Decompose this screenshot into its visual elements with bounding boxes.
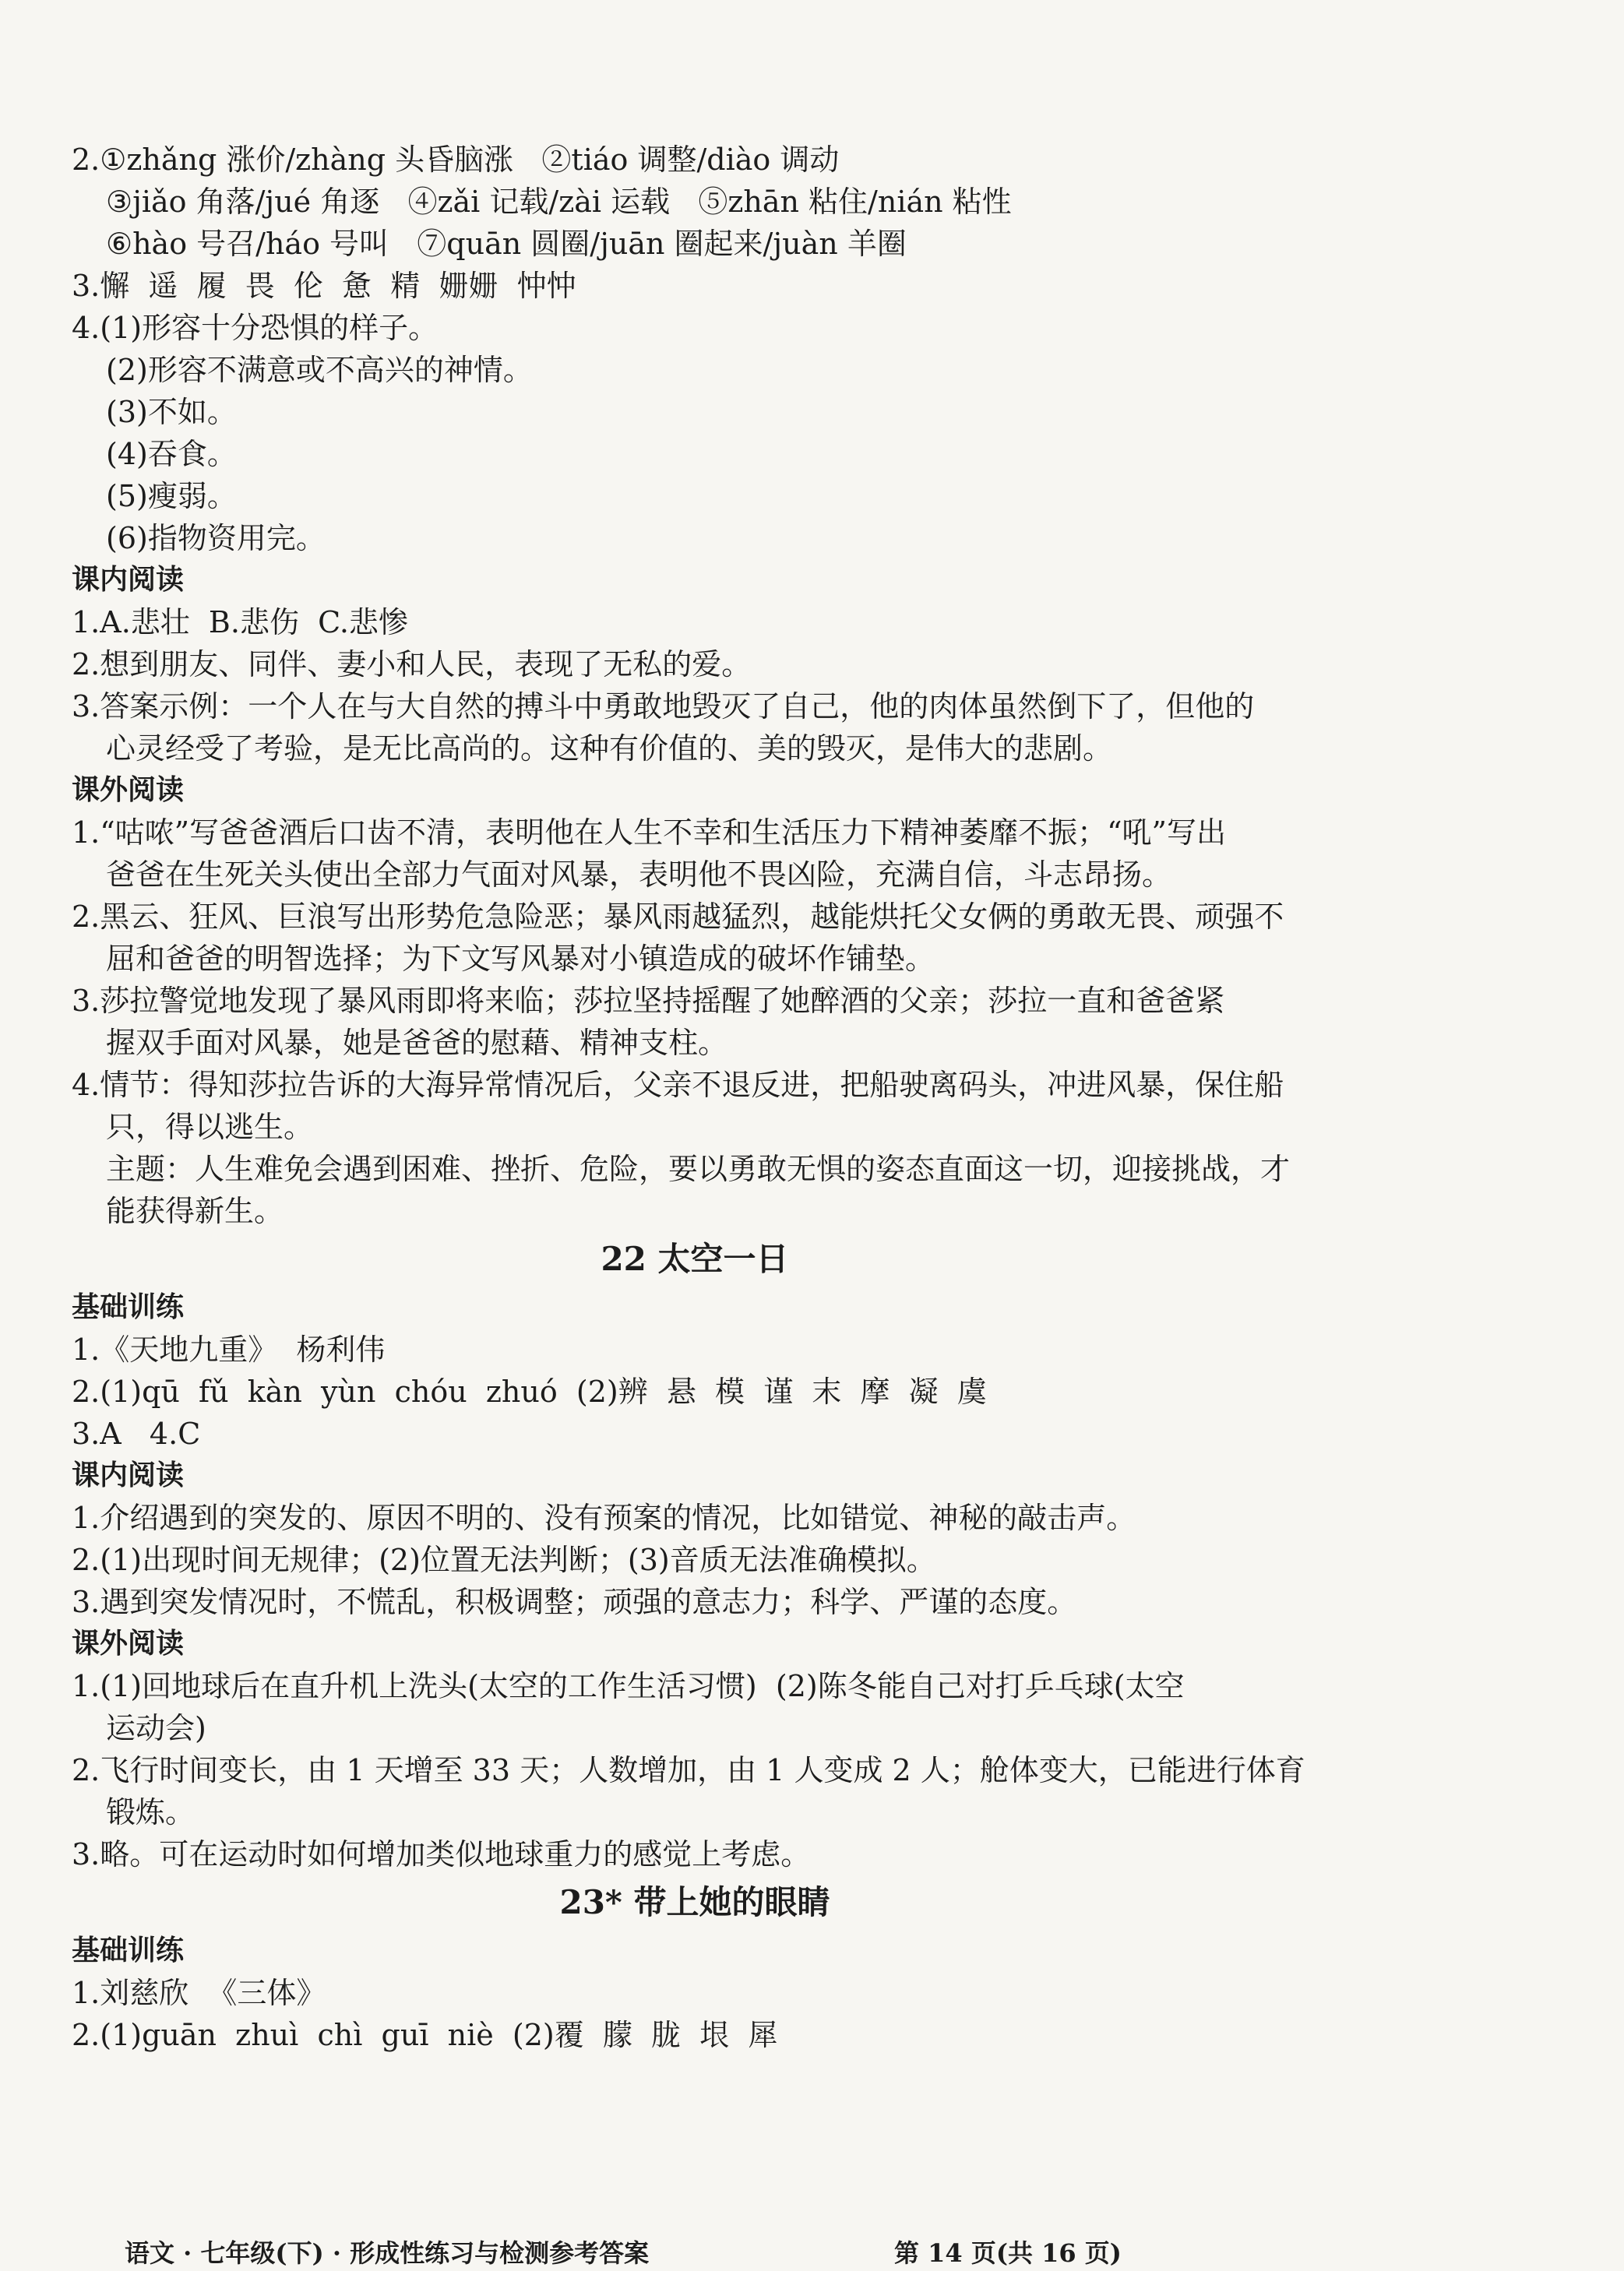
answer-line: (6)指物资用完。 — [106, 521, 326, 555]
answer-line: 2.黑云、狂风、巨浪写出形势危急险恶；暴风雨越猛烈，越能烘托父女俩的勇敢无畏、顽强不 — [72, 900, 1284, 934]
section-heading: 课外阅读 — [72, 1628, 185, 1660]
answer-line: 运动会) — [106, 1711, 206, 1745]
answer-line: ⑥hào 号召/háo 号叫 ⑦quān 圆圈/juān 圈起来/juàn 羊圈 — [106, 227, 907, 261]
answer-line: 3.略。可在运动时如何增加类似地球重力的感觉上考虑。 — [72, 1837, 811, 1871]
answer-line: 屈和爸爸的明智选择；为下文写风暴对小镇造成的破坏作铺垫。 — [106, 942, 935, 976]
answer-line: (2)形容不满意或不高兴的神情。 — [106, 353, 533, 387]
answer-line: ③jiǎo 角落/jué 角逐 ④zǎi 记载/zài 运载 ⑤zhān 粘住/nián 粘性 — [106, 185, 1012, 219]
answer-line: 锻炼。 — [106, 1795, 196, 1829]
lesson-title: 23* 带上她的眼睛 — [559, 1883, 830, 1921]
answer-content — [72, 139, 1318, 2056]
answer-line: 1.刘慈欣 《三体》 — [72, 1976, 326, 2010]
section-heading: 基础训练 — [72, 1935, 185, 1966]
answer-line: 3.遇到突发情况时，不慌乱，积极调整；顽强的意志力；科学、严谨的态度。 — [72, 1585, 1077, 1619]
answer-line: 1.《天地九重》 杨利伟 — [72, 1333, 386, 1367]
section-heading: 课内阅读 — [72, 564, 185, 596]
answer-line: 2.想到朋友、同伴、妻小和人民，表现了无私的爱。 — [72, 647, 752, 681]
answer-line: 爸爸在生死关头使出全部力气面对风暴，表明他不畏凶险，充满自信，斗志昂扬。 — [106, 857, 1172, 892]
answer-line: 1.(1)回地球后在直升机上洗头(太空的工作生活习惯) (2)陈冬能自己对打乒乓球(太空 — [72, 1669, 1185, 1703]
section-heading: 基础训练 — [72, 1291, 185, 1323]
answer-line: 3.答案示例：一个人在与大自然的搏斗中勇敢地毁灭了自己，他的肉体虽然倒下了，但他的 — [72, 689, 1255, 724]
answer-line: 主题：人生难免会遇到困难、挫折、危险，要以勇敢无惧的姿态直面这一切，迎接挑战，才 — [106, 1152, 1291, 1186]
answer-line: 3.懈 遥 履 畏 伦 惫 精 姗姗 忡忡 — [72, 269, 576, 303]
answer-line: 3.A 4.C — [72, 1417, 201, 1451]
answer-line: 2.①zhǎng 涨价/zhàng 头昏脑涨 ②tiáo 调整/diào 调动 — [72, 143, 840, 177]
answer-line: 只，得以逃生。 — [106, 1110, 314, 1144]
answer-line: 3.莎拉警觉地发现了暴风雨即将来临；莎拉坚持摇醒了她醉酒的父亲；莎拉一直和爸爸紧 — [72, 984, 1225, 1018]
answer-line: 心灵经受了考验，是无比高尚的。这种有价值的、美的毁灭，是伟大的悲剧。 — [106, 731, 1113, 766]
answer-line: 4.(1)形容十分恐惧的样子。 — [72, 311, 439, 345]
footer-page-number: 第 14 页(共 16 页) — [894, 2238, 1122, 2268]
answer-line: 4.情节：得知莎拉告诉的大海异常情况后，父亲不退反进，把船驶离码头，冲进风暴，保住船 — [72, 1068, 1284, 1102]
section-heading: 课内阅读 — [72, 1459, 185, 1491]
answer-line: 握双手面对风暴，她是爸爸的慰藉、精神支柱。 — [106, 1026, 728, 1060]
answer-line: (3)不如。 — [106, 395, 237, 429]
answer-line: 2.飞行时间变长，由 1 天增至 33 天；人数增加，由 1 人变成 2 人；舱体变大，已能进行体育 — [72, 1753, 1305, 1787]
answer-line: (5)瘦弱。 — [106, 479, 237, 513]
answer-line: 1.介绍遇到的突发的、原因不明的、没有预案的情况，比如错觉、神秘的敲击声。 — [72, 1501, 1136, 1535]
answer-line: 1.A.悲壮 B.悲伤 C.悲惨 — [72, 605, 408, 639]
answer-line: 1.“咕哝”写爸爸酒后口齿不清，表明他在人生不幸和生活压力下精神萎靡不振；“吼”写出 — [72, 815, 1226, 850]
footer-title: 语文 · 七年级(下) · 形成性练习与检测参考答案 — [125, 2238, 650, 2268]
answer-line: 能获得新生。 — [106, 1194, 284, 1228]
lesson-title: 22 太空一日 — [601, 1240, 789, 1278]
answer-line: 2.(1)qū fǔ kàn yùn chóu zhuó (2)辨 悬 模 谨 末 摩 凝 虞 — [72, 1375, 987, 1409]
answer-line: (4)吞食。 — [106, 437, 237, 471]
answer-line: 2.(1)guān zhuì chì guī niè (2)覆 朦 胧 垠 犀 — [72, 2018, 778, 2052]
section-heading: 课外阅读 — [72, 774, 185, 806]
answer-line: 2.(1)出现时间无规律；(2)位置无法判断；(3)音质无法准确模拟。 — [72, 1543, 936, 1577]
